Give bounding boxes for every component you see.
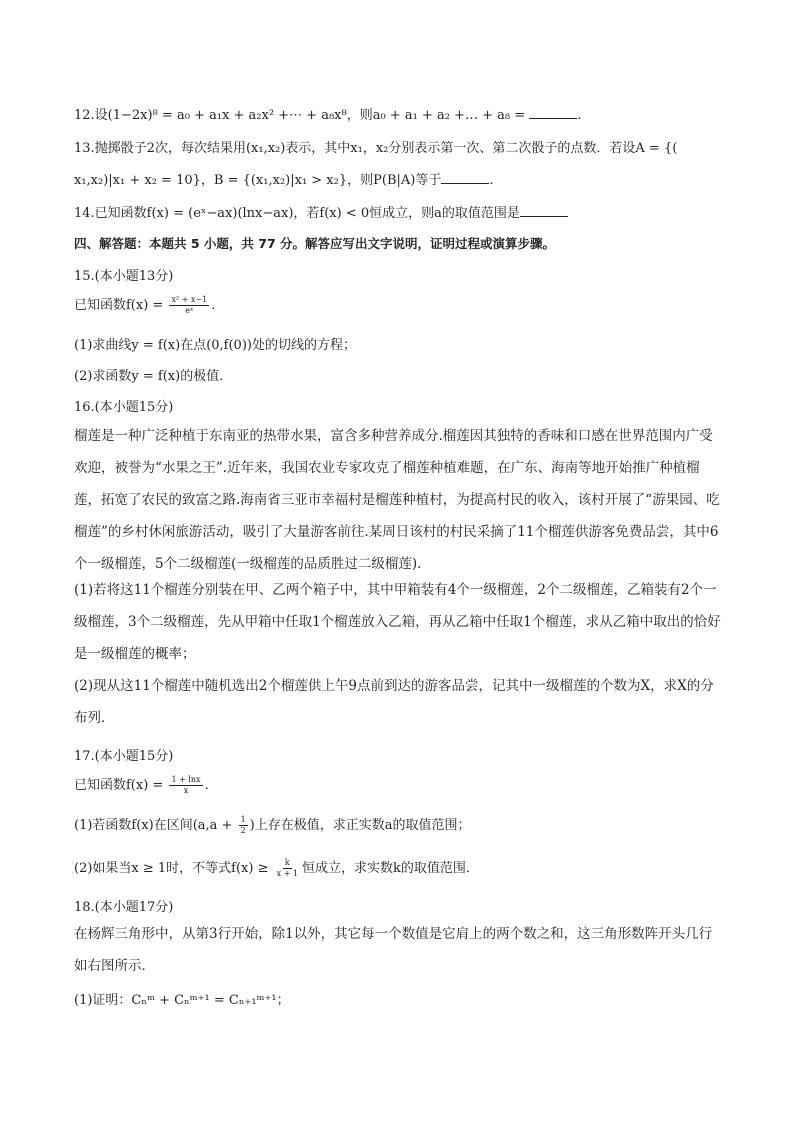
question-18-part-1: (1)证明：Cₙᵐ + Cₙᵐ⁺¹ = Cₙ₊₁ᵐ⁺¹； bbox=[74, 993, 290, 1008]
question-15-part-2: (2)求函数y = f(x)的极值． bbox=[74, 369, 233, 384]
question-17-part-1: (1)若函数f(x)在区间(a,a + $\frac{1}{2}$ )上存在极值，求正实数a的取值范围； bbox=[74, 815, 471, 835]
question-16-intro: 榴莲是一种广泛种植于东南亚的热带水果，富含多种营养成分.榴莲因其独特的香味和口感在世界范围内广受欢迎，被誉为“水果之王”.近年来，我国农业专家攻克了榴莲种植难题，在广东、海南等地开始推广种植榴莲，拓宽了农民的致富之路.海南省三亚市幸福村是榴莲种植村，为提高村民的收入，该村开展了“游果园、吃榴莲”的乡村休闲旅游活动，吸引了大量游客前往.某周日该村的村民采摘了11个榴莲供游客免费品尝，其中6个一级榴莲，5个二级榴莲(一级榴莲的品质胜过二级榴莲)． bbox=[74, 428, 720, 572]
question-12-text: 12.设(1−2x)⁸ = a₀ + a₁x + a₂x² +⋯ + a₈x⁸，则a₀ + a₁ + a₂ +… + a₈ = bbox=[74, 108, 530, 123]
question-17-header: 17.(本小题15分) bbox=[74, 749, 174, 764]
answer-blank bbox=[520, 204, 568, 217]
question-16-header: 16.(本小题15分) bbox=[74, 400, 174, 415]
question-13-line-1: 13.抛掷骰子2次，每次结果用(x₁,x₂)表示，其中x₁，x₂分别表示第一次、第二次骰子的点数．若设A = {( bbox=[74, 141, 678, 156]
question-15-given: 已知函数f(x) = $\frac{\text{x² + x−1}}{\text{eˣ}}$ . bbox=[74, 295, 216, 315]
question-17-given: 已知函数f(x) = $\frac{1 + \ln x}{x}$ . bbox=[74, 775, 209, 795]
answer-blank bbox=[529, 106, 577, 119]
question-18-header: 18.(本小题17分) bbox=[74, 900, 174, 915]
question-15-header: 15.(本小题13分) bbox=[74, 269, 174, 284]
fraction: $\frac{\text{x² + x−1}}{\text{eˣ}}$ bbox=[171, 295, 208, 315]
question-18-intro: 在杨辉三角形中，从第3行开始，除1以外，其它每一个数值是它肩上的两个数之和，这三角形数阵开头几行如右图所示． bbox=[74, 926, 713, 974]
question-14: 14.已知函数f(x) = (eˣ−ax)(lnx−ax)，若f(x) < 0恒成立，则a的取值范围是 bbox=[74, 202, 724, 221]
fraction: $\frac{1 + \ln x}{x}$ bbox=[171, 775, 201, 795]
question-16-part-2: (2)现从这11个榴莲中随机选出2个榴莲供上午9点前到达的游客品尝，记其中一级榴莲的个数为X，求X的分布列． bbox=[74, 678, 714, 726]
fraction: $\frac{k}{x + 1}$ bbox=[276, 858, 299, 878]
answer-blank bbox=[441, 171, 489, 184]
question-12: 12.设(1−2x)⁸ = a₀ + a₁x + a₂x² +⋯ + a₈x⁸，则a₀ + a₁ + a₂ +… + a₈ = . bbox=[74, 108, 582, 123]
question-15-part-1: (1)求曲线y = f(x)在点(0,f(0))处的切线的方程； bbox=[74, 338, 356, 353]
question-16-part-1: (1)若将这11个榴莲分别装在甲、乙两个箱子中，其中甲箱装有4个一级榴莲，2个二级榴莲，乙箱装有2个一级榴莲，3个二级榴莲，先从甲箱中任取1个榴莲放入乙箱，再从乙箱中任取1个榴莲，求从乙箱中取出的恰好是一级榴莲的概率； bbox=[74, 582, 721, 662]
section-heading: 四、解答题：本题共 5 小题，共 77 分。解答应写出文字说明，证明过程或演算步骤。 bbox=[74, 236, 556, 251]
question-13-line-2: x₁,x₂)|x₁ + x₂ = 10}，B = {(x₁,x₂)|x₁ > x₂}，则P(B|A)等于 . bbox=[74, 173, 494, 188]
fraction: $\frac{1}{2}$ bbox=[240, 815, 246, 835]
question-17-part-2: (2)如果当x ≥ 1时，不等式f(x) ≥ $\frac{k}{x + 1}$ 恒成立，求实数k的取值范围． bbox=[74, 858, 479, 878]
